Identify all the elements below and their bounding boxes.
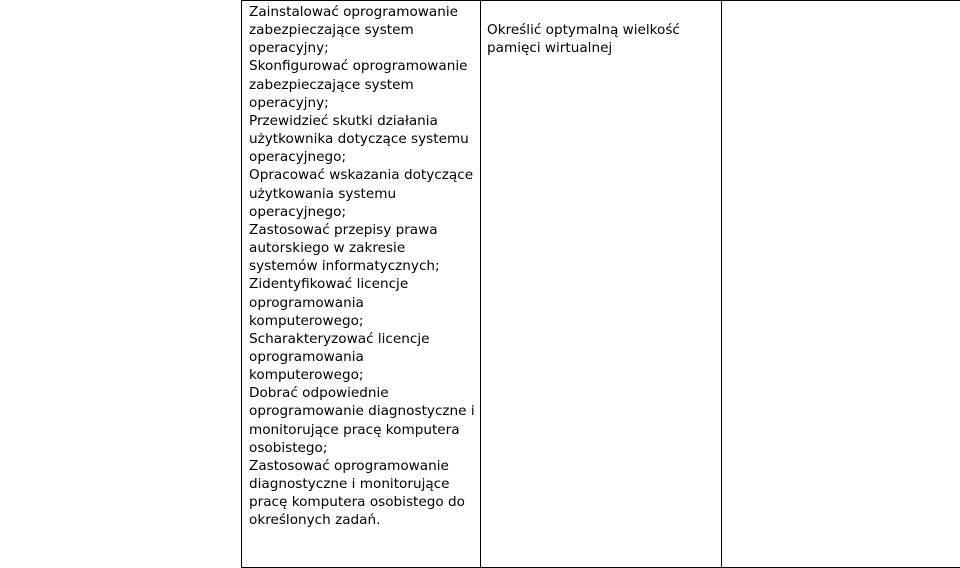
objective-item: Opracować wskazania dotyczące użytkowania systemu operacyjnego; <box>249 167 474 220</box>
objective-item: Scharakteryzować licencje oprogramowania komputerowego; <box>249 330 430 384</box>
objective-item: Przewidzieć skutki działania użytkownika dotyczące systemu operacyjnego; <box>249 112 469 166</box>
table-cell-c <box>722 1 960 568</box>
cell-c-content <box>722 1 960 567</box>
table-row <box>242 1 960 568</box>
table-cell-objectives <box>242 1 481 568</box>
table-cell-b <box>481 1 722 568</box>
objective-item: Zastosować przepisy prawa autorskiego w zakresie systemów informatycznych; <box>249 221 440 275</box>
objective-item: Zidentyfikować licencje oprogramowania komputerowego; <box>249 276 409 329</box>
objective-item: Skonfigurować oprogramowanie zabezpieczające system operacyjny; <box>249 58 468 111</box>
cell-b-content <box>481 1 721 567</box>
cell-b-text: Określić optymalną wielkość pamięci wirtualnej <box>487 22 680 56</box>
objective-item: Zainstalować oprogramowanie zabezpieczające system operacyjny; <box>249 4 458 57</box>
objectives-list <box>242 1 480 567</box>
content-table <box>241 0 960 568</box>
objective-item: Zastosować oprogramowanie diagnostyczne i monitorujące pracę komputera osobistego do określonych zadań. <box>249 457 465 529</box>
objective-item: Dobrać odpowiednie oprogramowanie diagnostyczne i monitorujące pracę komputera osobistego; <box>249 385 475 456</box>
